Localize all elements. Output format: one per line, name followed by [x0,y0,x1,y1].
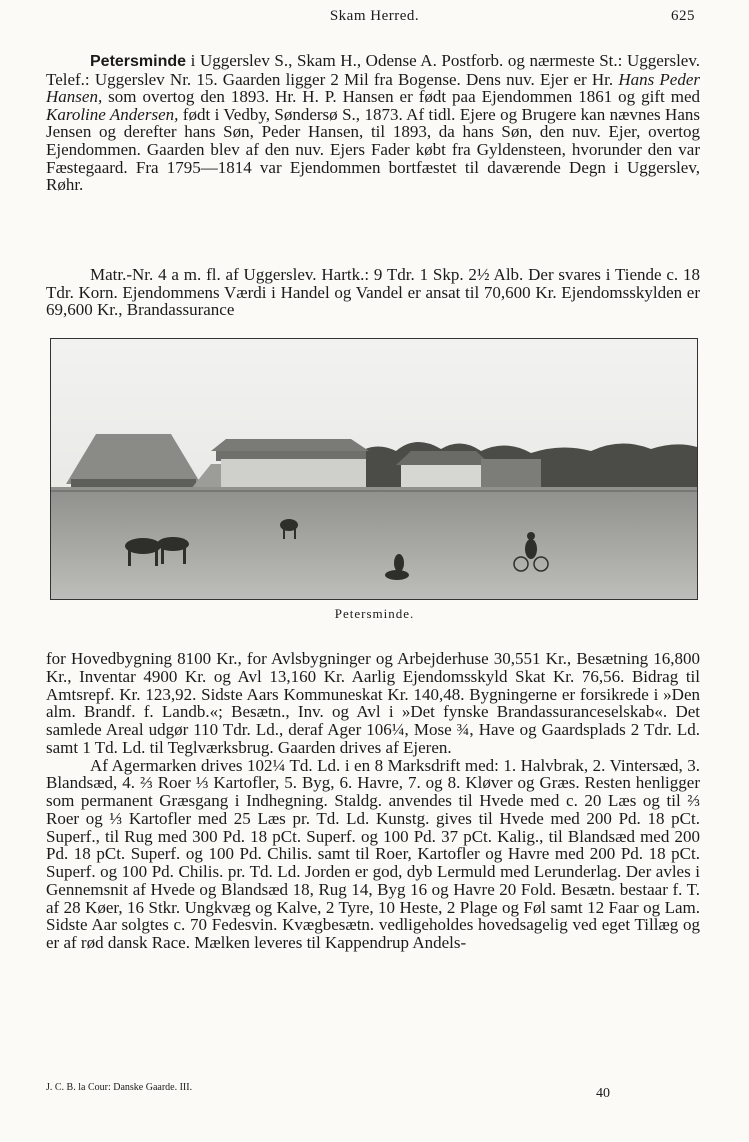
intro-paragraph [46,52,700,194]
farm-photograph [50,338,698,600]
page-number: 625 [671,8,695,24]
owner-name: Hans Peder Hansen, [46,69,700,107]
intro-text-2: som overtog den 1893. Hr. H. P. Hansen er født paa Ejendommen 1861 og gift med [102,87,700,107]
signature-mark: 40 [596,1086,610,1101]
matr-paragraph [46,266,700,319]
intro-text-3: født i Vedby, Søndersø S., 1873. Af tidl. Ejere og Brugere kan nævnes Hans Jensen og derefter hans Søn, Peder Hansen, til 1893, da hans Søn, den nuv. Ejer, overtog Ejendommen. Gaarden blev af den nuv. Ejers Fader købt fra Gyldensteen, hvorunder den var Fæstegaard. Fra 1795—1814 var Ejendommen bortfæstet til daværende Degn i Uggerslev, Røhr. [46,104,700,195]
estate-name: Petersminde [90,53,187,70]
continuation-paragraph: for Hovedbygning 8100 Kr., for Avlsbygninger og Arbejderhuse 30,551 Kr., Besætning 16,800 Kr., Inventar 4900 Kr. og Avl 13,160 Kr. Aarlig Ejendomsskyld Skat Kr. 76,56. Bidrag til Amtsrepf. Kr. 123,92. Sidste Aars Kommuneskat Kr. 140,48. Bygningerne er forsikrede i »Den alm. Brandf. f. Landb.«; Besætn., Inv. og Avl i »Det fynske Brandassuranceselskab«. Det samlede Areal udgør 110 Tdr. Ld., deraf Ager 106¼, Mose ¾, Have og Gaardsplads 2 Tdr. Ld. samt 1 Td. Ld. til Teglværksbrug. Gaarden drives af Ejeren. [46,649,700,757]
page-header [0,8,749,30]
wife-name: Karoline Andersen, [46,104,179,124]
footer-credit: J. C. B. la Cour: Danske Gaarde. III. [46,1082,193,1093]
page-footer [46,1082,700,1102]
running-title: Skam Herred. [329,8,420,24]
body-text [46,650,700,952]
photo-caption: Petersminde. [334,606,415,621]
matr-text: Matr.-Nr. 4 a m. fl. af Uggerslev. Hartk.: 9 Tdr. 1 Skp. 2½ Alb. Der svares i Tiende c. 18 Tdr. Korn. Ejendommens Værdi i Handel og Vandel er ansat til 70,600 Kr. Ejendomsskylden er 69,600 Kr., Brandassurance [46,265,700,320]
agriculture-paragraph: Af Agermarken drives 102¼ Td. Ld. i en 8 Marksdrift med: 1. Halvbrak, 2. Vintersæd, 3. Blandsæd, 4. ⅔ Roer ⅓ Kartofler, 5. Byg, 6. Havre, 7. og 8. Kløver og Græs. Resten henligger som permanent Græsgang i Indhegning. Staldg. anvendes til Hvede med c. 20 Læs og til ⅔ Roer og ⅓ Kartofler med 25 Læs pr. Td. Ld. Kunstg. gives til Hvede med 200 Pd. 18 pCt. Superf., til Rug med 300 Pd. 18 pCt. Superf. og 100 Pd. 37 pCt. Kalig., til Blandsæd med 200 Pd. 18 pCt. Superf. og 100 Pd. Chilis. samt til Roer, Kartofler og Havre med 200 Pd. 18 pCt. Superf. og 100 Pd. Chilis. pr. Td. Ld. Jorden er god, dyb Lermuld med Lerunderlag. Der avles i Gennemsnit af Hvede og Blandsæd 18, Rug 14, Byg 16 og Havre 20 Fold. Besætn. bestaar f. T. af 28 Køer, 16 Stkr. Ungkvæg og Kalve, 2 Tyre, 10 Heste, 2 Plage og Føl samt 12 Faar og Lam. Sidste Aar solgtes c. 70 Fedesvin. Kvægbesætn. vedligeholdes hovedsagelig ved eget Tillæg og er af rød dansk Race. Mælken leveres til Kappendrup Andels- [46,755,700,952]
intro-text-1: i Uggerslev S., Skam H., Odense A. Postforb. og nærmeste St.: Uggerslev. Telef.: Uggerslev Nr. 15. Gaarden ligger 2 Mil fra Bogense. Dens nuv. Ejer er Hr. [46,51,700,89]
